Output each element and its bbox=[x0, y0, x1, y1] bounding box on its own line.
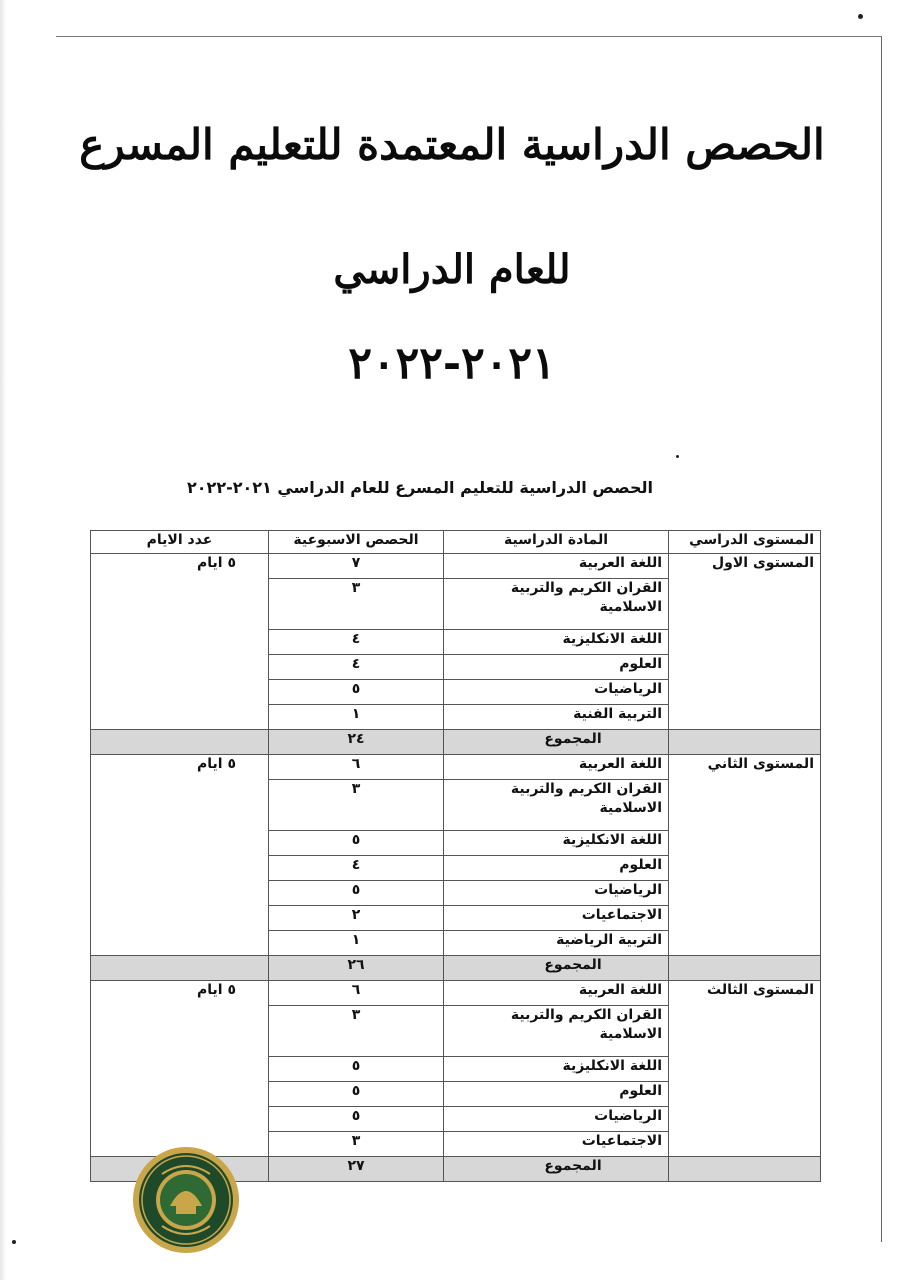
subject-cell: القران الكريم والتربية الاسلامية bbox=[444, 1006, 669, 1057]
subject-cell: اللغة العربية bbox=[444, 554, 669, 579]
total-empty-cell bbox=[669, 956, 821, 981]
subject-cell: الاجتماعيات bbox=[444, 1132, 669, 1157]
scan-speck bbox=[12, 1240, 16, 1244]
periods-table bbox=[90, 530, 821, 1182]
periods-cell: ٦ bbox=[269, 755, 444, 780]
scan-speck bbox=[858, 14, 863, 19]
total-label: المجموع bbox=[444, 730, 669, 755]
table-row bbox=[91, 554, 821, 579]
level-name-cell: المستوى الثالث bbox=[669, 981, 821, 1157]
total-empty-cell bbox=[669, 730, 821, 755]
periods-cell: ٣ bbox=[269, 1006, 444, 1057]
total-empty-cell bbox=[91, 956, 269, 981]
periods-cell: ٦ bbox=[269, 981, 444, 1006]
periods-cell: ١ bbox=[269, 931, 444, 956]
subject-cell: العلوم bbox=[444, 856, 669, 881]
header-subject: المادة الدراسية bbox=[444, 531, 669, 554]
scan-speck bbox=[676, 455, 679, 458]
periods-cell: ٧ bbox=[269, 554, 444, 579]
total-empty-cell bbox=[91, 730, 269, 755]
days-cell: ٥ ايام bbox=[91, 755, 269, 956]
subject-cell: التربية الرياضية bbox=[444, 931, 669, 956]
table-row bbox=[91, 755, 821, 780]
total-label: المجموع bbox=[444, 956, 669, 981]
table-row bbox=[91, 981, 821, 1006]
periods-cell: ٤ bbox=[269, 856, 444, 881]
periods-cell: ٢ bbox=[269, 906, 444, 931]
days-cell: ٥ ايام bbox=[91, 981, 269, 1157]
page-title-line-1: الحصص الدراسية المعتمدة للتعليم المسرع bbox=[79, 120, 825, 169]
periods-cell: ٥ bbox=[269, 1107, 444, 1132]
total-value: ٢٧ bbox=[269, 1157, 444, 1182]
level-name-cell: المستوى الثاني bbox=[669, 755, 821, 956]
subject-cell: الاجتماعيات bbox=[444, 906, 669, 931]
scan-edge-shadow bbox=[0, 0, 6, 1280]
subject-cell: الرياضيات bbox=[444, 1107, 669, 1132]
table-body bbox=[91, 554, 821, 1182]
periods-cell: ٥ bbox=[269, 1082, 444, 1107]
subject-cell: اللغة الانكليزية bbox=[444, 831, 669, 856]
level-name-cell: المستوى الاول bbox=[669, 554, 821, 730]
page-title-year: ٢٠٢١-٢٠٢٢ bbox=[348, 338, 556, 389]
total-value: ٢٦ bbox=[269, 956, 444, 981]
subject-cell: القران الكريم والتربية الاسلامية bbox=[444, 579, 669, 630]
header-level: المستوى الدراسي bbox=[669, 531, 821, 554]
periods-cell: ٣ bbox=[269, 780, 444, 831]
subject-cell: الرياضيات bbox=[444, 881, 669, 906]
total-value: ٢٤ bbox=[269, 730, 444, 755]
days-cell: ٥ ايام bbox=[91, 554, 269, 730]
subject-cell: التربية الفنية bbox=[444, 705, 669, 730]
total-label: المجموع bbox=[444, 1157, 669, 1182]
subject-cell: العلوم bbox=[444, 1082, 669, 1107]
subject-cell: العلوم bbox=[444, 655, 669, 680]
periods-cell: ٥ bbox=[269, 881, 444, 906]
table-header-row bbox=[91, 531, 821, 554]
subject-cell: اللغة العربية bbox=[444, 981, 669, 1006]
periods-cell: ١ bbox=[269, 705, 444, 730]
header-days: عدد الايام bbox=[91, 531, 269, 554]
subject-cell: القران الكريم والتربية الاسلامية bbox=[444, 780, 669, 831]
periods-cell: ٥ bbox=[269, 680, 444, 705]
subject-cell: اللغة الانكليزية bbox=[444, 1057, 669, 1082]
periods-cell: ٣ bbox=[269, 1132, 444, 1157]
subject-cell: الرياضيات bbox=[444, 680, 669, 705]
total-row bbox=[91, 956, 821, 981]
periods-cell: ٤ bbox=[269, 655, 444, 680]
periods-cell: ٥ bbox=[269, 831, 444, 856]
periods-cell: ٥ bbox=[269, 1057, 444, 1082]
header-periods: الحصص الاسبوعية bbox=[269, 531, 444, 554]
total-row bbox=[91, 730, 821, 755]
subject-cell: اللغة الانكليزية bbox=[444, 630, 669, 655]
page-title-line-2: للعام الدراسي bbox=[333, 246, 571, 293]
ministry-seal-icon bbox=[132, 1146, 240, 1254]
table-caption: الحصص الدراسية للتعليم المسرع للعام الدراسي ٢٠٢١-٢٠٢٢ bbox=[187, 478, 653, 497]
subject-cell: اللغة العربية bbox=[444, 755, 669, 780]
periods-cell: ٣ bbox=[269, 579, 444, 630]
total-empty-cell bbox=[669, 1157, 821, 1182]
periods-cell: ٤ bbox=[269, 630, 444, 655]
